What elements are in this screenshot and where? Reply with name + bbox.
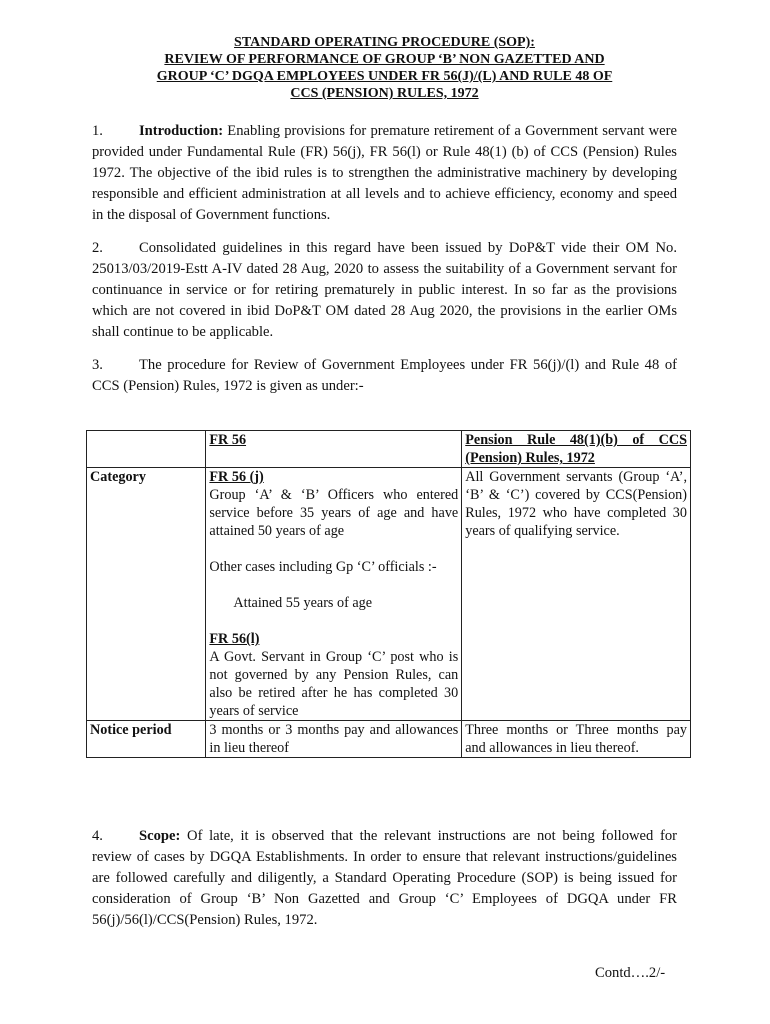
table-header-row (87, 431, 691, 468)
paragraph-number: 4. (92, 828, 103, 844)
paragraph-text: The procedure for Review of Government Employees under FR 56(j)/(l) and Rule 48 of CCS (Pension) Rules, 1972 is given as under:- (92, 357, 677, 394)
document-title (92, 34, 677, 102)
title-line-1: STANDARD OPERATING PROCEDURE (SOP): (234, 35, 535, 50)
paragraph-number: 1. (92, 123, 103, 139)
attained-age-text: Attained 55 years of age (233, 595, 373, 611)
document-page (90, 34, 687, 928)
continuation-note: Contd….2/- (595, 965, 666, 981)
table-cell-pension-notice: Three months or Three months pay and allowances in lieu thereof. (462, 721, 691, 758)
paragraph-heading: Introduction: (139, 123, 224, 139)
table-label-category: Category (87, 468, 206, 721)
table-cell-fr56-category (206, 468, 462, 721)
paragraph-number: 3. (92, 357, 103, 373)
title-line-2: REVIEW OF PERFORMANCE OF GROUP ‘B’ NON GAZETTED AND (164, 52, 605, 67)
paragraph-introduction (92, 121, 677, 226)
table-label-notice: Notice period (87, 721, 206, 758)
paragraph-number: 2. (92, 240, 103, 256)
paragraph-text: Consolidated guidelines in this regard have been issued by DoP&T vide their OM No. 25013/03/2019-Estt A-IV dated 28 Aug, 2020 to assess the suitability of a Government servant for continuance in service or for retiring prematurely in public interest. In so far as the provisions which are not covered in ibid DoP&T OM dated 28 Aug 2020, the provisions in the earlier OMs shall continue to be applicable. (92, 240, 677, 340)
paragraph-heading: Scope: (139, 828, 181, 844)
paragraph-guidelines (92, 238, 677, 343)
fr56j-text: Group ‘A’ & ‘B’ Officers who entered service before 35 years of age and have attained 50 years of age (209, 487, 459, 539)
fr56l-text: A Govt. Servant in Group ‘C’ post who is not governed by any Pension Rules, can also be retired after he has completed 30 years of service (209, 649, 459, 719)
paragraph-procedure (92, 355, 677, 397)
table-header-fr56: FR 56 (206, 431, 462, 468)
table-row-category (87, 468, 691, 721)
title-line-3: GROUP ‘C’ DGQA EMPLOYEES UNDER FR 56(J)/(L) AND RULE 48 OF (156, 69, 613, 84)
paragraph-text: Of late, it is observed that the relevant instructions are not being followed for review of cases by DGQA Establishments. In order to ensure that relevant instructions/guidelines are followed carefully and diligently, a Standard Operating Procedure (SOP) is being issued for consideration of Group ‘B’ Non Gazetted and Group ‘C’ Employees of DGQA under FR 56(j)/56(l)/CCS(Pension) Rules, 1972. (92, 828, 677, 928)
table-cell-fr56-notice: 3 months or 3 months pay and allowances in lieu thereof (206, 721, 462, 758)
table-header-pension: Pension Rule 48(1)(b) of CCS (Pension) Rules, 1972 (462, 431, 691, 468)
table-cell-empty (87, 431, 206, 468)
fr56j-title: FR 56 (j) (209, 469, 264, 485)
table-row-notice (87, 721, 691, 758)
paragraph-text: Enabling provisions for premature retirement of a Government servant were provided under Fundamental Rule (FR) 56(j), FR 56(l) or Rule 48(1) (b) of CCS (Pension) Rules 1972. The objective of the ibid rules is to strengthen the administrative machinery by developing responsible and efficient administration at all levels and to achieve efficiency, economy and speed in the disposal of Government functions. (92, 123, 677, 223)
table-cell-pension-category: All Government servants (Group ‘A’, ‘B’ & ‘C’) covered by CCS(Pension) Rules, 1972 who have completed 30 years of qualifying service. (462, 468, 691, 721)
fr56l-title: FR 56(l) (209, 631, 260, 647)
review-criteria-table (86, 430, 691, 758)
title-line-4: CCS (PENSION) RULES, 1972 (290, 86, 479, 101)
other-cases-text: Other cases including Gp ‘C’ officials :- (209, 559, 437, 575)
paragraph-scope (92, 826, 677, 931)
